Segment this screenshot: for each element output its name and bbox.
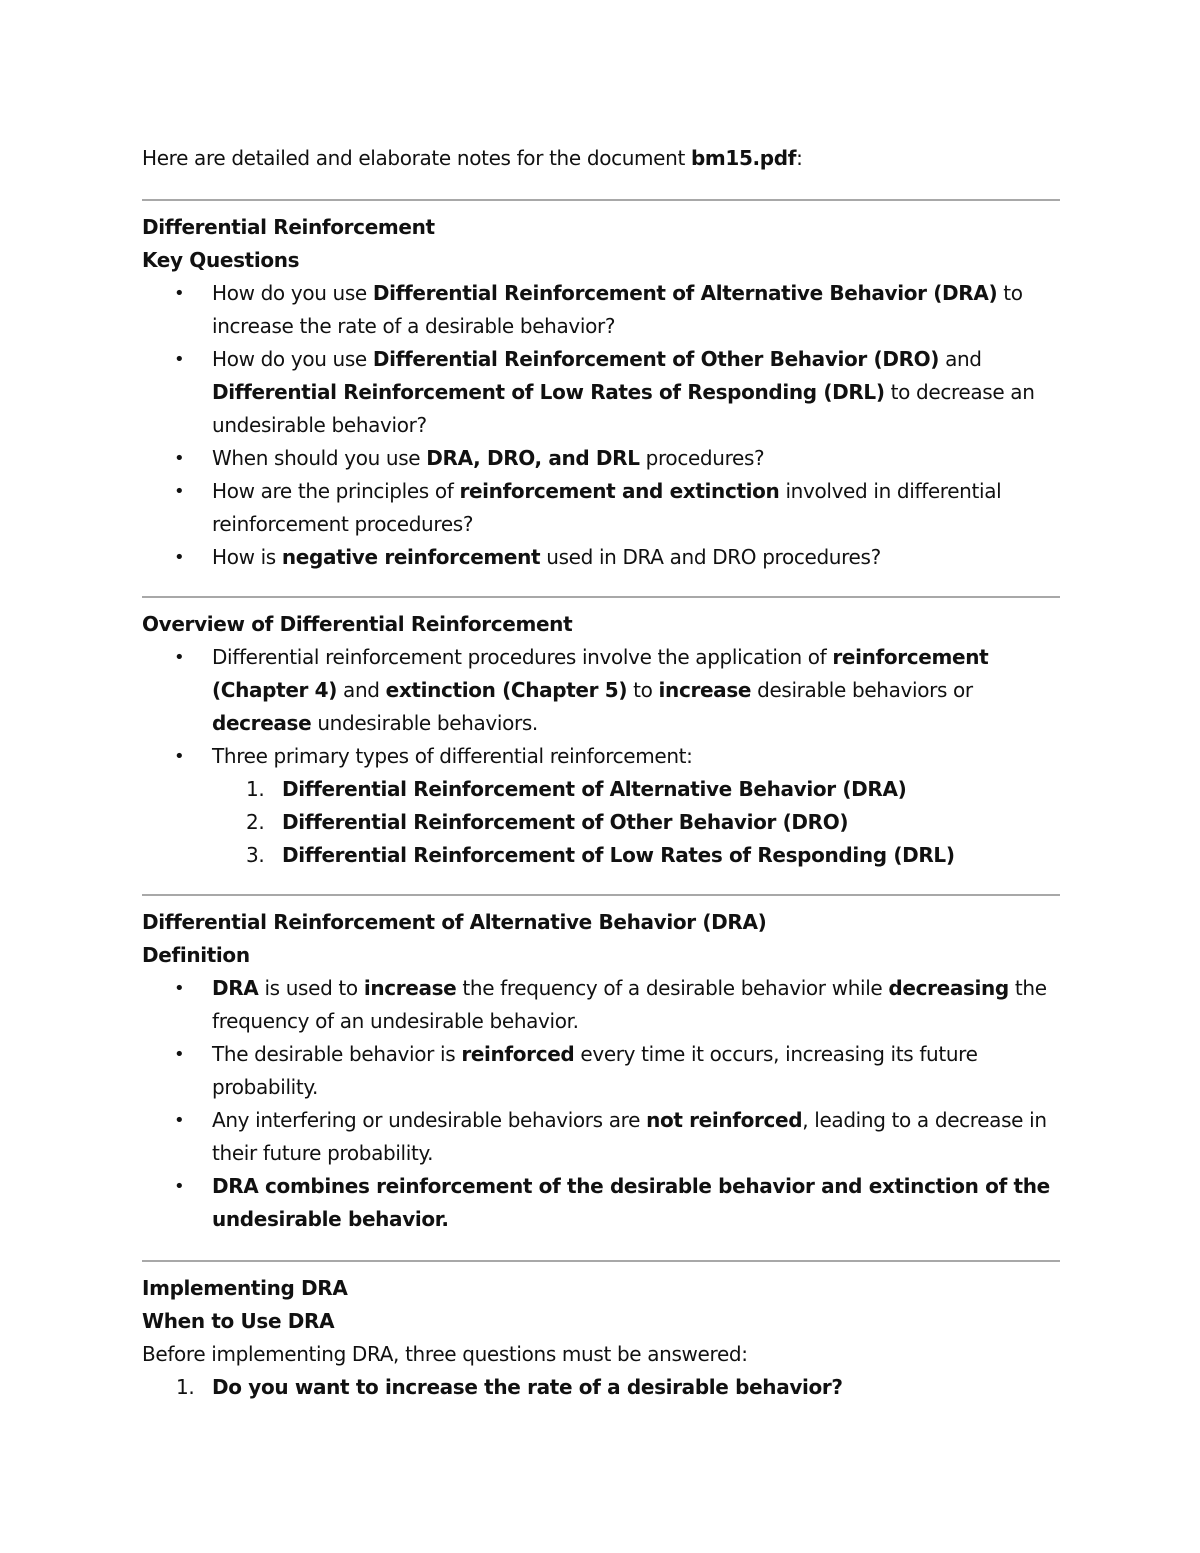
bullet-icon: • (174, 746, 185, 767)
bold-text: Differential Reinforcement of Alternative Behavior (DRA) (282, 777, 907, 801)
bold-text: DRA, DRO, and DRL (426, 446, 640, 470)
questions-list (142, 1371, 1060, 1404)
bold-text: Do you want to increase the rate of a desirable behavior? (212, 1375, 843, 1399)
paragraph: Before implementing DRA, three questions must be answered: (142, 1342, 748, 1366)
bullet-icon: • (174, 283, 185, 304)
bold-text: not reinforced (646, 1108, 803, 1132)
text: When should you use (212, 446, 427, 470)
bold-text: (Chapter 4) (212, 678, 338, 702)
bullet-icon: • (174, 481, 185, 502)
bullet-icon: • (174, 1110, 185, 1131)
bullet-icon: • (174, 448, 185, 469)
bold-text: Differential Reinforcement of Other Behavior (DRO) (372, 347, 940, 371)
bold-text: extinction (Chapter 5) (385, 678, 628, 702)
text: and (939, 347, 982, 371)
text: to (627, 678, 659, 702)
text: desirable behaviors or (751, 678, 973, 702)
bold-text: Differential Reinforcement of Low Rates of Responding (DRL) (212, 380, 885, 404)
bold-text: increase (658, 678, 752, 702)
bold-text: undesirable behavior. (212, 1207, 449, 1231)
bullet-icon: • (174, 547, 185, 568)
definition-list (142, 972, 1060, 1236)
text: used in DRA and DRO procedures? (540, 545, 881, 569)
text: undesirable behavior? (212, 413, 427, 437)
subheading-when-to-use: When to Use DRA (142, 1309, 335, 1333)
bullet-icon: • (174, 647, 185, 668)
list-item (142, 1038, 1060, 1104)
text: undesirable behaviors. (311, 711, 538, 735)
list-number: 3. (246, 843, 265, 867)
list-number: 1. (246, 777, 265, 801)
section-title-implementing-dra: Implementing DRA (142, 1276, 348, 1300)
bold-text: Differential Reinforcement of Low Rates of Responding (DRL) (282, 843, 955, 867)
text: Differential reinforcement procedures involve the application of (212, 645, 833, 669)
subheading-definition: Definition (142, 943, 250, 967)
list-item (142, 343, 1060, 442)
section-title-differential-reinforcement: Differential Reinforcement (142, 215, 435, 239)
bullet-icon: • (174, 1176, 185, 1197)
text: to decrease an (884, 380, 1035, 404)
bold-text: reinforcement (832, 645, 989, 669)
text: reinforcement procedures? (212, 512, 474, 536)
text: is used to (258, 976, 364, 1000)
list-item (142, 1170, 1060, 1236)
list-item (142, 641, 1060, 740)
text: their future probability. (212, 1141, 434, 1165)
section-title-dra: Differential Reinforcement of Alternative Behavior (DRA) (142, 910, 767, 934)
text: The desirable behavior is (212, 1042, 462, 1066)
list-item (142, 972, 1060, 1038)
bullet-icon: • (174, 1044, 185, 1065)
bullet-icon: • (174, 349, 185, 370)
text: probability. (212, 1075, 319, 1099)
list-item (142, 442, 1060, 475)
bold-text: increase (363, 976, 457, 1000)
bold-text: Differential Reinforcement of Alternative Behavior (DRA) (372, 281, 998, 305)
section-divider (142, 199, 1060, 201)
bold-text: Differential Reinforcement of Other Behavior (DRO) (282, 810, 849, 834)
key-questions-list (142, 277, 1060, 574)
text: Three primary types of differential reinforcement: (212, 744, 693, 768)
text: How are the principles of (212, 479, 460, 503)
list-item (142, 1371, 1060, 1404)
list-number: 2. (246, 810, 265, 834)
text: How is (212, 545, 282, 569)
text: Any interfering or undesirable behaviors are (212, 1108, 647, 1132)
bold-text: decreasing (888, 976, 1009, 1000)
list-item (142, 806, 1060, 839)
text: the frequency of a desirable behavior while (456, 976, 889, 1000)
section-divider (142, 596, 1060, 598)
bullet-icon: • (174, 978, 185, 999)
text: How do you use (212, 281, 373, 305)
text: increase the rate of a desirable behavior? (212, 314, 616, 338)
list-number: 1. (176, 1375, 195, 1399)
bold-text: decrease (212, 711, 312, 735)
text: procedures? (639, 446, 765, 470)
section-divider (142, 894, 1060, 896)
section-divider (142, 1260, 1060, 1262)
subheading-key-questions: Key Questions (142, 248, 300, 272)
intro-line (142, 142, 1060, 175)
text: and (337, 678, 386, 702)
text: How do you use (212, 347, 373, 371)
list-item (142, 475, 1060, 541)
text: to (997, 281, 1023, 305)
list-item (142, 541, 1060, 574)
intro-suffix: : (796, 146, 803, 170)
bold-text: DRA combines reinforcement of the desirable behavior and extinction of the (212, 1174, 1050, 1198)
overview-list (142, 641, 1060, 773)
bold-text: DRA (212, 976, 259, 1000)
document-body (142, 142, 1060, 1404)
list-item (142, 740, 1060, 773)
intro-text: Here are detailed and elaborate notes for the document (142, 146, 691, 170)
list-item (142, 1104, 1060, 1170)
text: , leading to a decrease in (802, 1108, 1047, 1132)
bold-text: reinforcement and extinction (459, 479, 780, 503)
bold-text: negative reinforcement (281, 545, 541, 569)
list-item (142, 773, 1060, 806)
text: every time it occurs, increasing its future (574, 1042, 978, 1066)
list-item (142, 839, 1060, 872)
text: frequency of an undesirable behavior. (212, 1009, 579, 1033)
bold-text: reinforced (461, 1042, 575, 1066)
section-title-overview: Overview of Differential Reinforcement (142, 612, 573, 636)
text: involved in differential (779, 479, 1002, 503)
types-list (142, 773, 1060, 872)
list-item (142, 277, 1060, 343)
document-filename: bm15.pdf (690, 146, 797, 170)
text: the (1008, 976, 1047, 1000)
